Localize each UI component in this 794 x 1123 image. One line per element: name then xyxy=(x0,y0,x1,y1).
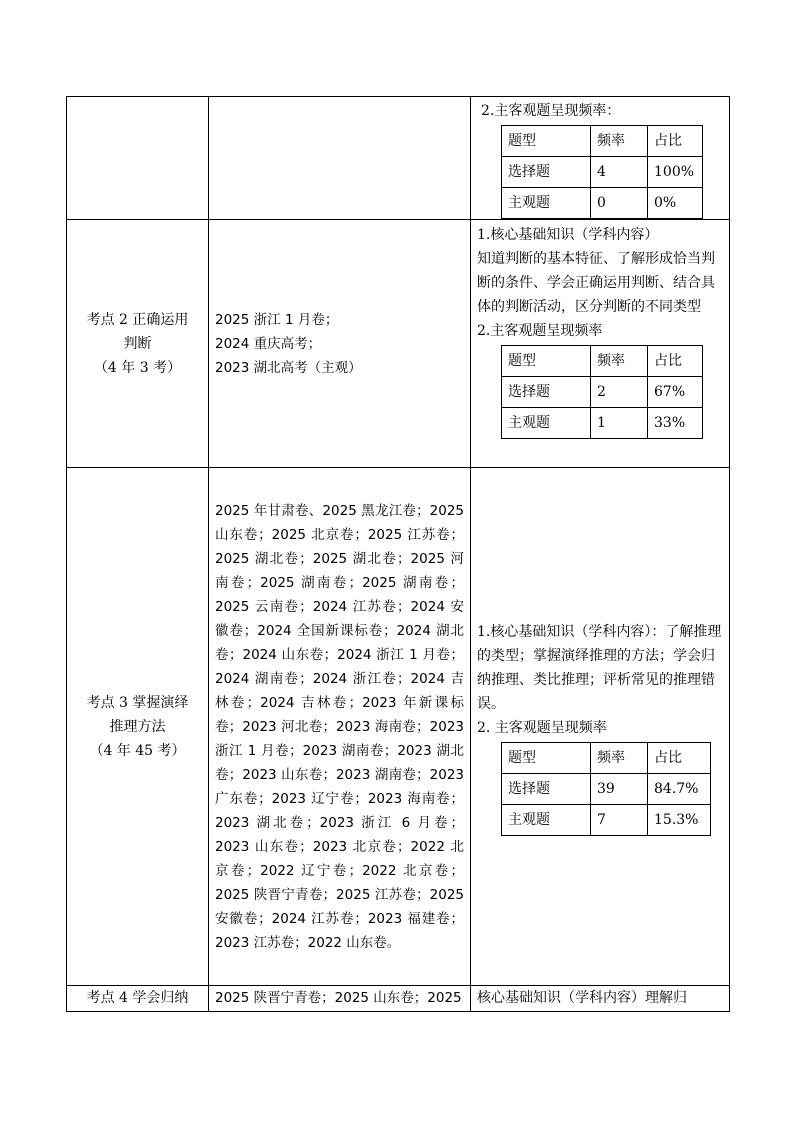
topic-count: （4 年 45 考） xyxy=(89,742,186,759)
sources-cell xyxy=(209,468,471,986)
freq-row xyxy=(502,804,711,835)
freq-header: 题型 xyxy=(502,126,591,157)
frequency-table xyxy=(501,742,711,836)
knowledge-text: 核心基础知识（学科内容）理解归 xyxy=(477,990,687,1006)
freq-row xyxy=(502,157,703,188)
freq-header-row xyxy=(502,126,703,157)
sources-cell xyxy=(209,220,471,468)
freq-cell: 主观题 xyxy=(502,188,591,219)
freq-cell: 1 xyxy=(591,408,648,439)
info-cell xyxy=(471,986,730,1012)
freq-cell: 选择题 xyxy=(502,773,591,804)
freq-header: 题型 xyxy=(502,742,591,773)
freq-header: 题型 xyxy=(502,346,591,377)
freq-header-row xyxy=(502,742,711,773)
freq-cell: 2 xyxy=(591,377,648,408)
freq-cell: 100% xyxy=(648,157,703,188)
freq-row xyxy=(502,377,703,408)
topic-title-cont: 判断 xyxy=(123,335,152,352)
freq-cell: 主观题 xyxy=(502,804,591,835)
info-cell xyxy=(471,97,730,220)
frequency-table xyxy=(501,345,703,439)
knowledge-text: 知道判断的基本特征、了解形成恰当判断的条件、学会正确运用判断、结合具体的判断活动，区分判断的不同类型 xyxy=(477,251,715,315)
topic-cell xyxy=(67,220,209,468)
freq-row xyxy=(502,188,703,219)
freq-heading: 2.主客观题呈现频率： xyxy=(481,103,621,119)
freq-cell: 0% xyxy=(648,188,703,219)
sources-cell xyxy=(209,97,471,220)
table-row xyxy=(67,97,730,220)
freq-header: 占比 xyxy=(648,126,703,157)
topic-title: 考点 2 正确运用 xyxy=(86,311,189,328)
freq-cell: 选择题 xyxy=(502,377,591,408)
table-row xyxy=(67,986,730,1012)
freq-cell: 7 xyxy=(591,804,648,835)
exam-analysis-table xyxy=(66,96,730,1012)
freq-cell: 4 xyxy=(591,157,648,188)
frequency-table xyxy=(501,125,703,219)
info-cell xyxy=(471,468,730,986)
freq-header: 频率 xyxy=(591,742,648,773)
freq-heading: 2. 主客观题呈现频率 xyxy=(477,719,607,736)
freq-cell: 39 xyxy=(591,773,648,804)
freq-cell: 选择题 xyxy=(502,157,591,188)
source-list: 2025 年甘肃卷、2025 黑龙江卷；2025 山东卷；2025 北京卷；2025 江苏卷；2025 湖北卷；2025 湖北卷；2025 河南卷；2025 湖南卷；2025 湖南卷；2025 云南卷；2024 江苏卷；2024 安徽卷；2024 全国新课标卷；2024 湖北卷；2024 山东卷；2024 浙江 1 月卷；2024 湖南卷；2024 浙江卷；2024 吉林卷；2024 吉林卷；2023 年新课标卷；2023 河北卷；2023 海南卷；2023 浙江 1 月卷；2023 湖南卷；2023 湖北卷；2023 山东卷；2023 湖南卷；2023 广东卷；2023 辽宁卷；2023 海南卷；2023 湖北卷；2023 浙江 6 月卷；2023 山东卷；2023 北京卷；2022 北京卷；2022 辽宁卷；2022 北京卷；2025 陕晋宁青卷；2025 江苏卷；2025 安徽卷；2024 江苏卷；2023 福建卷；2023 江苏卷；2022 山东卷。 xyxy=(215,502,464,951)
freq-cell: 15.3% xyxy=(648,804,711,835)
freq-heading: 2.主客观题呈现频率 xyxy=(477,323,603,339)
table-row xyxy=(67,468,730,986)
freq-cell: 67% xyxy=(648,377,703,408)
topic-cell xyxy=(67,468,209,986)
source-item: 2023 湖北高考（主观） xyxy=(215,359,362,376)
freq-cell: 33% xyxy=(648,408,703,439)
source-item: 2025 浙江 1 月卷； xyxy=(215,311,339,328)
table-row xyxy=(67,220,730,468)
knowledge-heading: 1.核心基础知识（学科内容） xyxy=(477,227,659,243)
topic-title-cont: 推理方法 xyxy=(109,718,166,735)
topic-count: （4 年 3 考） xyxy=(93,359,182,376)
topic-cell xyxy=(67,986,209,1012)
topic-title: 考点 4 学会归纳 xyxy=(86,990,189,1006)
freq-header: 占比 xyxy=(648,742,711,773)
freq-row xyxy=(502,773,711,804)
knowledge-text: 1.核心基础知识（学科内容）：了解推理的类型；掌握演绎推理的方法；学会归纳推理、类比推理；评析常见的推理错误。 xyxy=(477,623,722,712)
info-cell xyxy=(471,220,730,468)
source-list: 2025 陕晋宁青卷；2025 山东卷；2025 xyxy=(215,990,462,1006)
freq-header: 占比 xyxy=(648,346,703,377)
freq-header-row xyxy=(502,346,703,377)
topic-title: 考点 3 掌握演绎 xyxy=(86,694,189,711)
freq-header: 频率 xyxy=(591,126,648,157)
freq-header: 频率 xyxy=(591,346,648,377)
source-item: 2024 重庆高考； xyxy=(215,335,322,352)
freq-cell: 主观题 xyxy=(502,408,591,439)
topic-cell xyxy=(67,97,209,220)
freq-cell: 84.7% xyxy=(648,773,711,804)
sources-cell xyxy=(209,986,471,1012)
freq-cell: 0 xyxy=(591,188,648,219)
freq-row xyxy=(502,408,703,439)
